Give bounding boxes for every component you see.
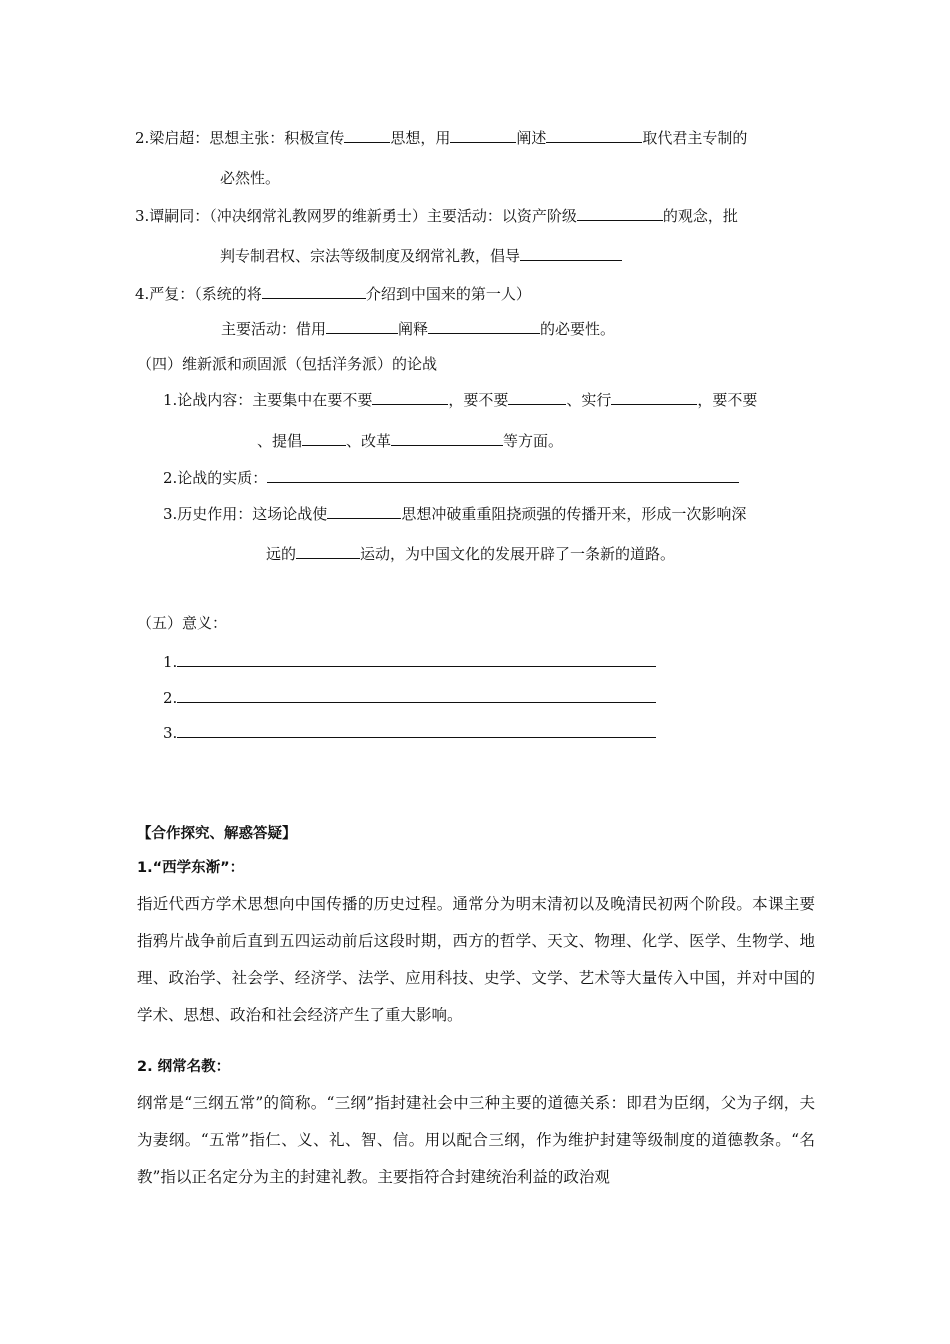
term-heading: 2. 纲常名教： [137,1059,231,1075]
text: ，要不要 [697,391,758,409]
significance-item [163,722,656,743]
liang-qichao-line-2 [220,168,280,188]
text: 2. [163,689,178,707]
yan-fu-line-2 [221,318,615,339]
text: 等方面。 [503,432,564,450]
blank[interactable] [326,318,398,334]
text: 、提倡 [257,432,303,450]
text: 阐述 [516,129,547,147]
significance-item [163,651,656,672]
text: 介绍到中国来的第一人） [365,285,531,303]
text: 运动，为中国文化的发展开辟了一条新的道路。 [360,545,676,563]
term-heading: 1.“西学东渐”： [137,860,245,876]
text: 主要活动：借用 [221,320,327,338]
text: 判专制君权、宗法等级制度及纲常礼教，倡导 [220,247,521,265]
yan-fu-line [135,283,531,304]
text: 远的 [266,545,297,563]
text: 2.论战的实质： [163,469,268,487]
historical-role-line [163,503,746,524]
blank[interactable] [428,318,540,334]
significance-item [163,687,656,708]
text: 阐释 [398,320,429,338]
blank[interactable] [450,127,516,143]
debate-content-line [163,389,757,410]
blank[interactable] [177,687,656,703]
text: 的观念，批 [662,207,738,225]
paragraph: 纲常是“三纲五常”的简称。“三纲”指封建社会中三种主要的道德关系：即君为臣纲，父为子纲，夫为妻纲。“五常”指仁、义、礼、智、信。用以配合三纲，作为维护封建等级制度的道德教条。“名教”指以正名定分为主的封建礼教。主要指符合封建统治利益的政治观 [137,1094,815,1186]
blank[interactable] [302,430,346,446]
significance-heading [137,613,227,633]
blank[interactable] [296,543,360,559]
tan-sitong-line [135,205,738,226]
blank[interactable] [577,205,663,221]
blank[interactable] [391,430,503,446]
text: 3. [163,724,178,742]
blank[interactable] [177,651,656,667]
text: 3.谭嗣同：（冲决纲常礼教网罗的维新勇士）主要活动：以资产阶级 [135,207,577,225]
blank[interactable] [262,283,366,299]
text: 1. [163,653,178,671]
text: 、实行 [566,391,612,409]
text: 必然性。 [220,169,281,187]
debate-content-line-2 [257,430,563,451]
blank[interactable] [546,127,642,143]
blank[interactable] [177,722,656,738]
text: ，要不要 [448,391,509,409]
text: 2.梁启超：思想主张：积极宣传 [135,129,345,147]
text: （五）意义： [137,614,228,632]
blank[interactable] [611,389,697,405]
blank[interactable] [327,503,401,519]
blank[interactable] [267,467,739,483]
text: 3.历史作用：这场论战使 [163,505,328,523]
debate-essence-line [163,467,739,488]
historical-role-line-2 [266,543,675,564]
text: 1.论战内容：主要集中在要不要 [163,391,373,409]
section-title: 【合作探究、解惑答疑】 [137,826,297,842]
text: 思想冲破重重阻挠顽强的传播开来，形成一次影响深 [401,505,747,523]
blank[interactable] [520,245,622,261]
liang-qichao-line [135,127,747,148]
text: 取代君主专制的 [642,129,748,147]
text: 思想，用 [390,129,451,147]
paragraph: 指近代西方学术思想向中国传播的历史过程。通常分为明末清初以及晚清民初两个阶段。本课主要指鸦片战争前后直到五四运动前后这段时期，西方的哲学、天文、物理、化学、医学、生物学、地理、政治学、社会学、经济学、法学、应用科技、史学、文学、艺术等大量传入中国，并对中国的学术、思想、政治和社会经济产生了重大影响。 [137,895,815,1024]
blank[interactable] [508,389,566,405]
blank[interactable] [372,389,448,405]
text: 、改革 [346,432,392,450]
debate-heading [137,354,437,374]
blank[interactable] [344,127,390,143]
tan-sitong-line-2 [220,245,622,266]
text: （四）维新派和顽固派（包括洋务派）的论战 [137,355,438,373]
text: 4.严复：（系统的将 [135,285,262,303]
text: 的必要性。 [540,320,616,338]
